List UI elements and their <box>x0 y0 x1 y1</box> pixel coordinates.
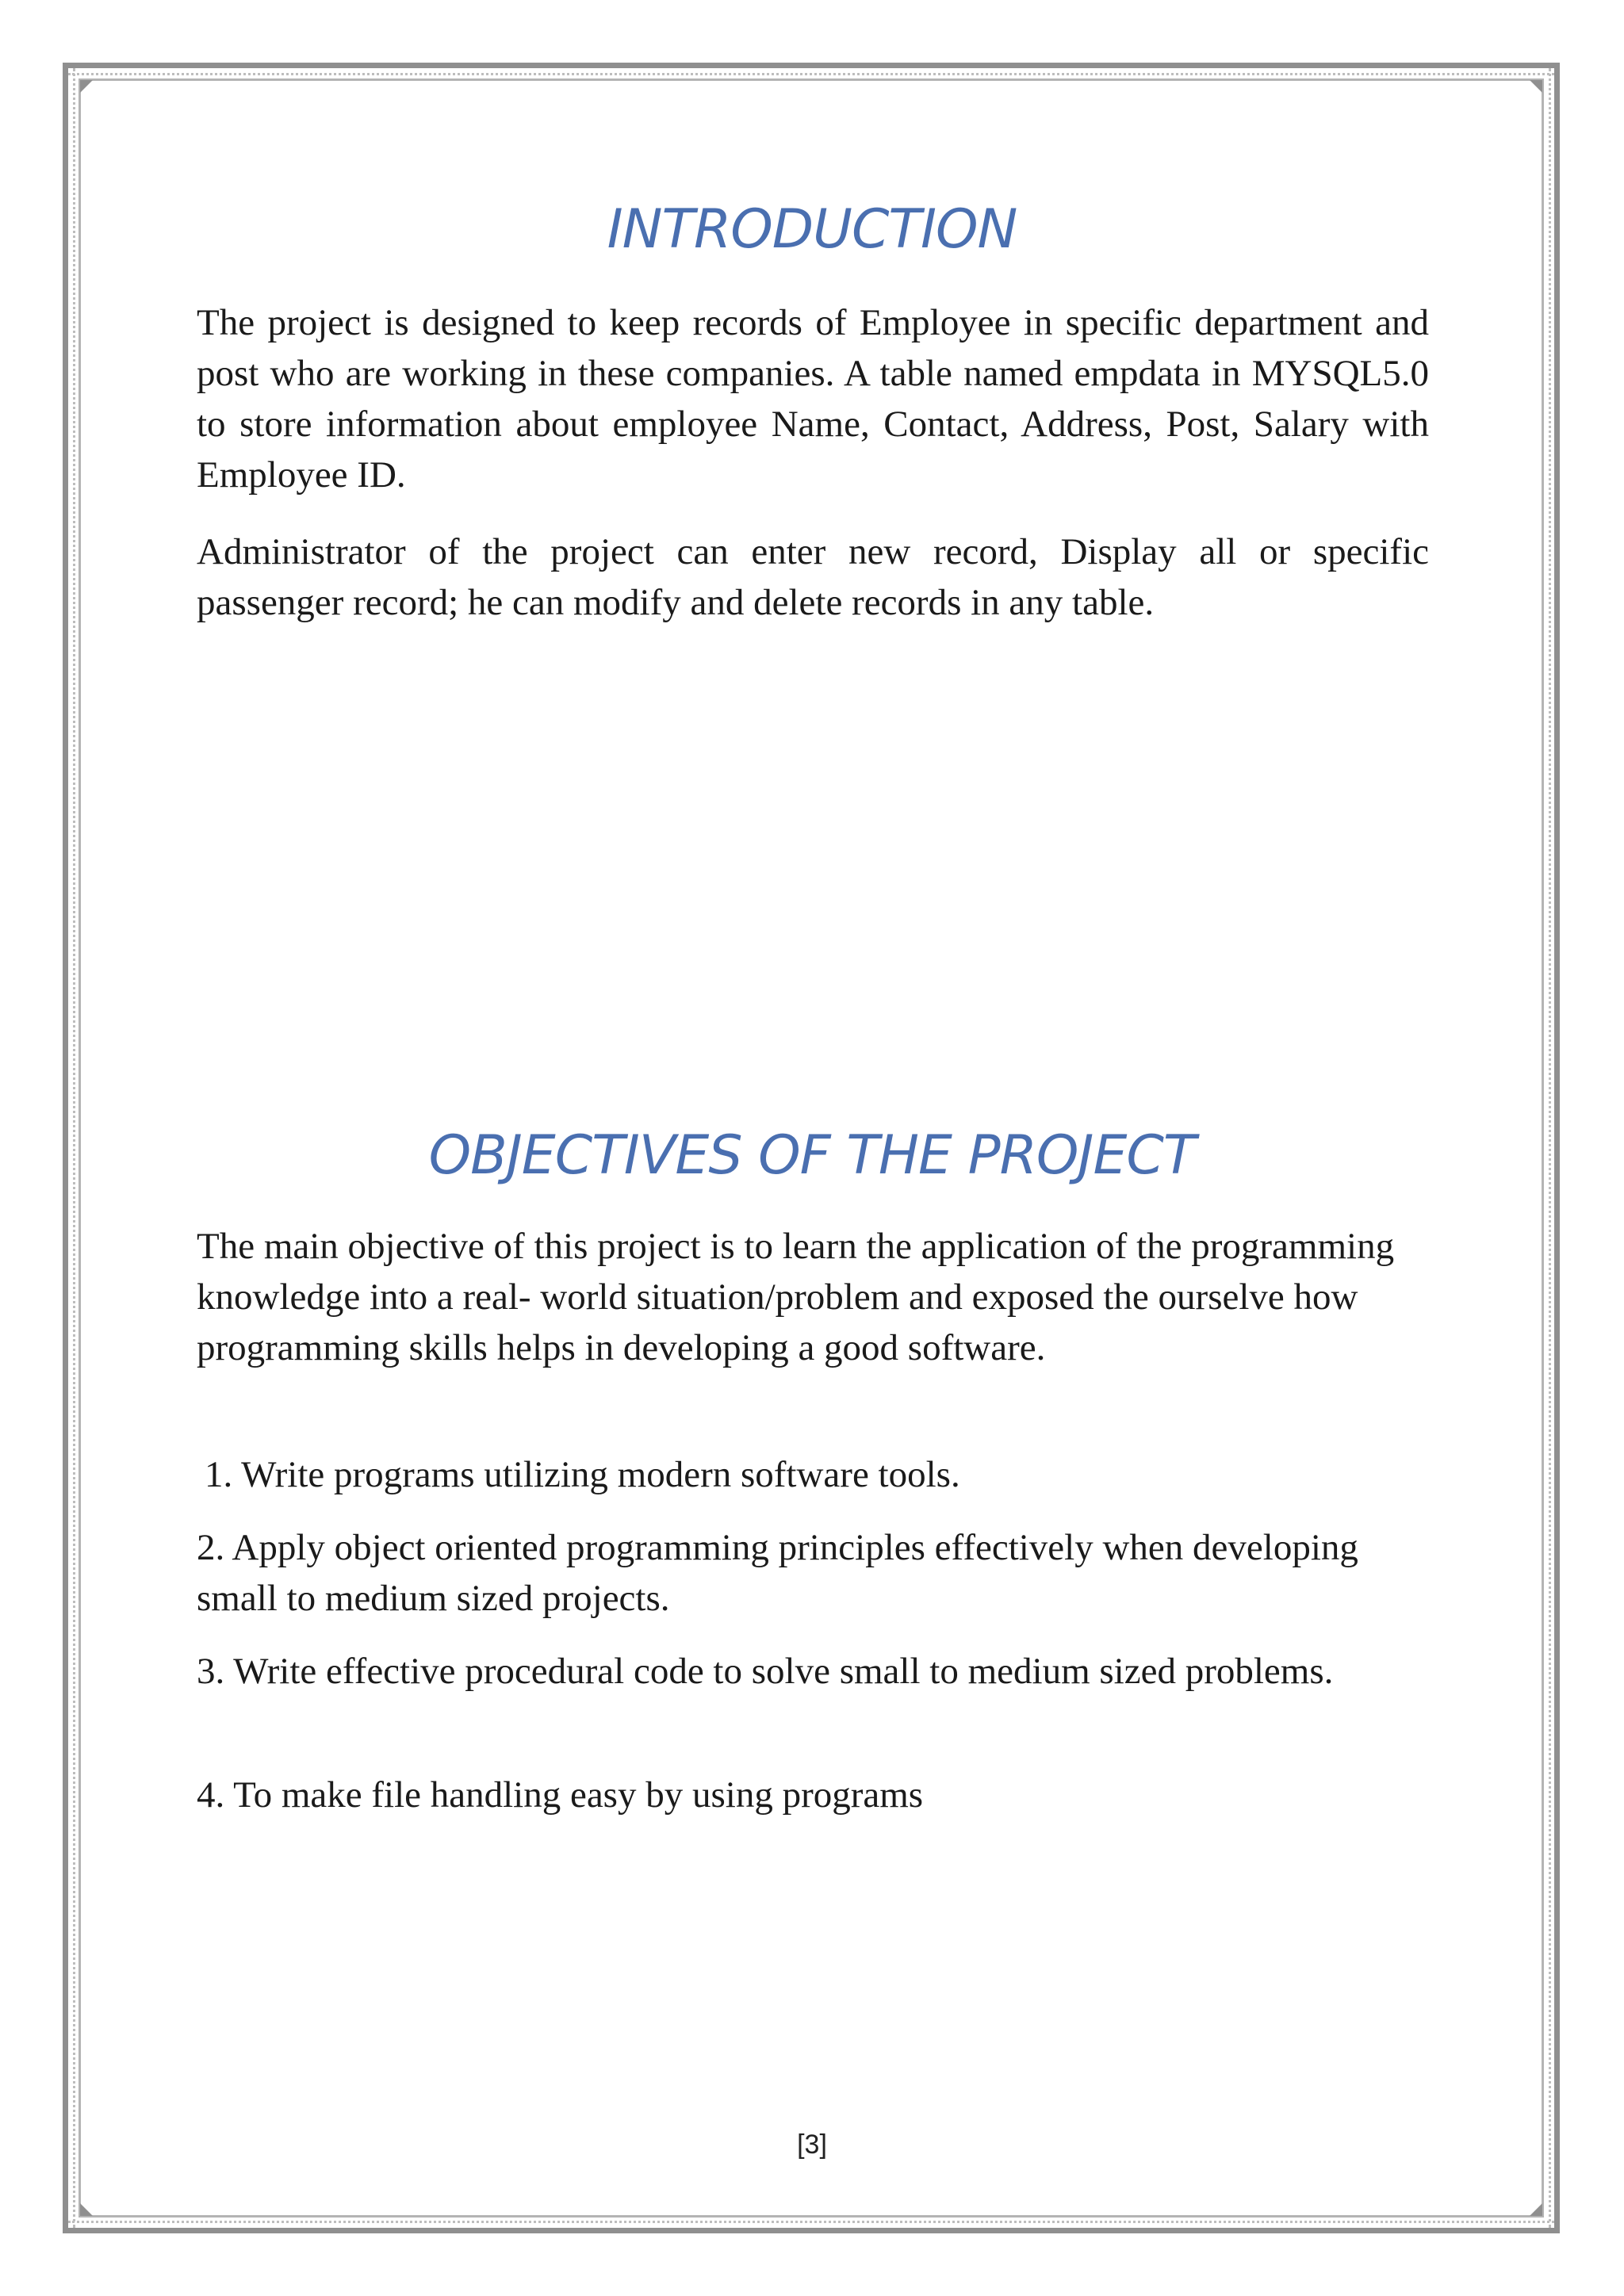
page-border-dotted-bottom <box>68 2221 1554 2223</box>
corner-ornament-bottom-right-icon <box>1530 2203 1542 2216</box>
page-border-dotted-top <box>68 73 1554 75</box>
introduction-paragraph: Administrator of the project can enter new record, Display all or specific passenger record; he can modify and delete records in any table. <box>197 531 1429 623</box>
objectives-heading: OBJECTIVES OF THE PROJECT <box>428 1124 1196 1187</box>
objective-list-item: 1. Write programs utilizing modern software tools. <box>205 1454 960 1495</box>
page-number: [3] <box>797 2130 827 2160</box>
introduction-heading: INTRODUCTION <box>607 198 1017 261</box>
introduction-paragraph: The project is designed to keep records of Employee in specific department and post who are working in these companies. A table named empdata in MYSQL5.0 to store information about employee Name, Contact, Address, Post, Salary with Employee ID. <box>197 302 1429 496</box>
objective-list-item: 3. Write effective procedural code to solve small to medium sized problems. <box>197 1651 1334 1692</box>
objective-list-item: 2. Apply object oriented programming principles effectively when developing small to medium sized projects. <box>197 1527 1358 1619</box>
corner-ornament-bottom-left-icon <box>80 2203 93 2216</box>
objectives-intro-paragraph: The main objective of this project is to learn the application of the programming knowledge into a real- world situation/problem and exposed the ourselve how programming skills helps in developing a good software. <box>197 1226 1395 1368</box>
corner-ornament-top-left-icon <box>80 80 93 93</box>
corner-ornament-top-right-icon <box>1530 80 1542 93</box>
objective-list-item: 4. To make file handling easy by using programs <box>197 1774 924 1816</box>
